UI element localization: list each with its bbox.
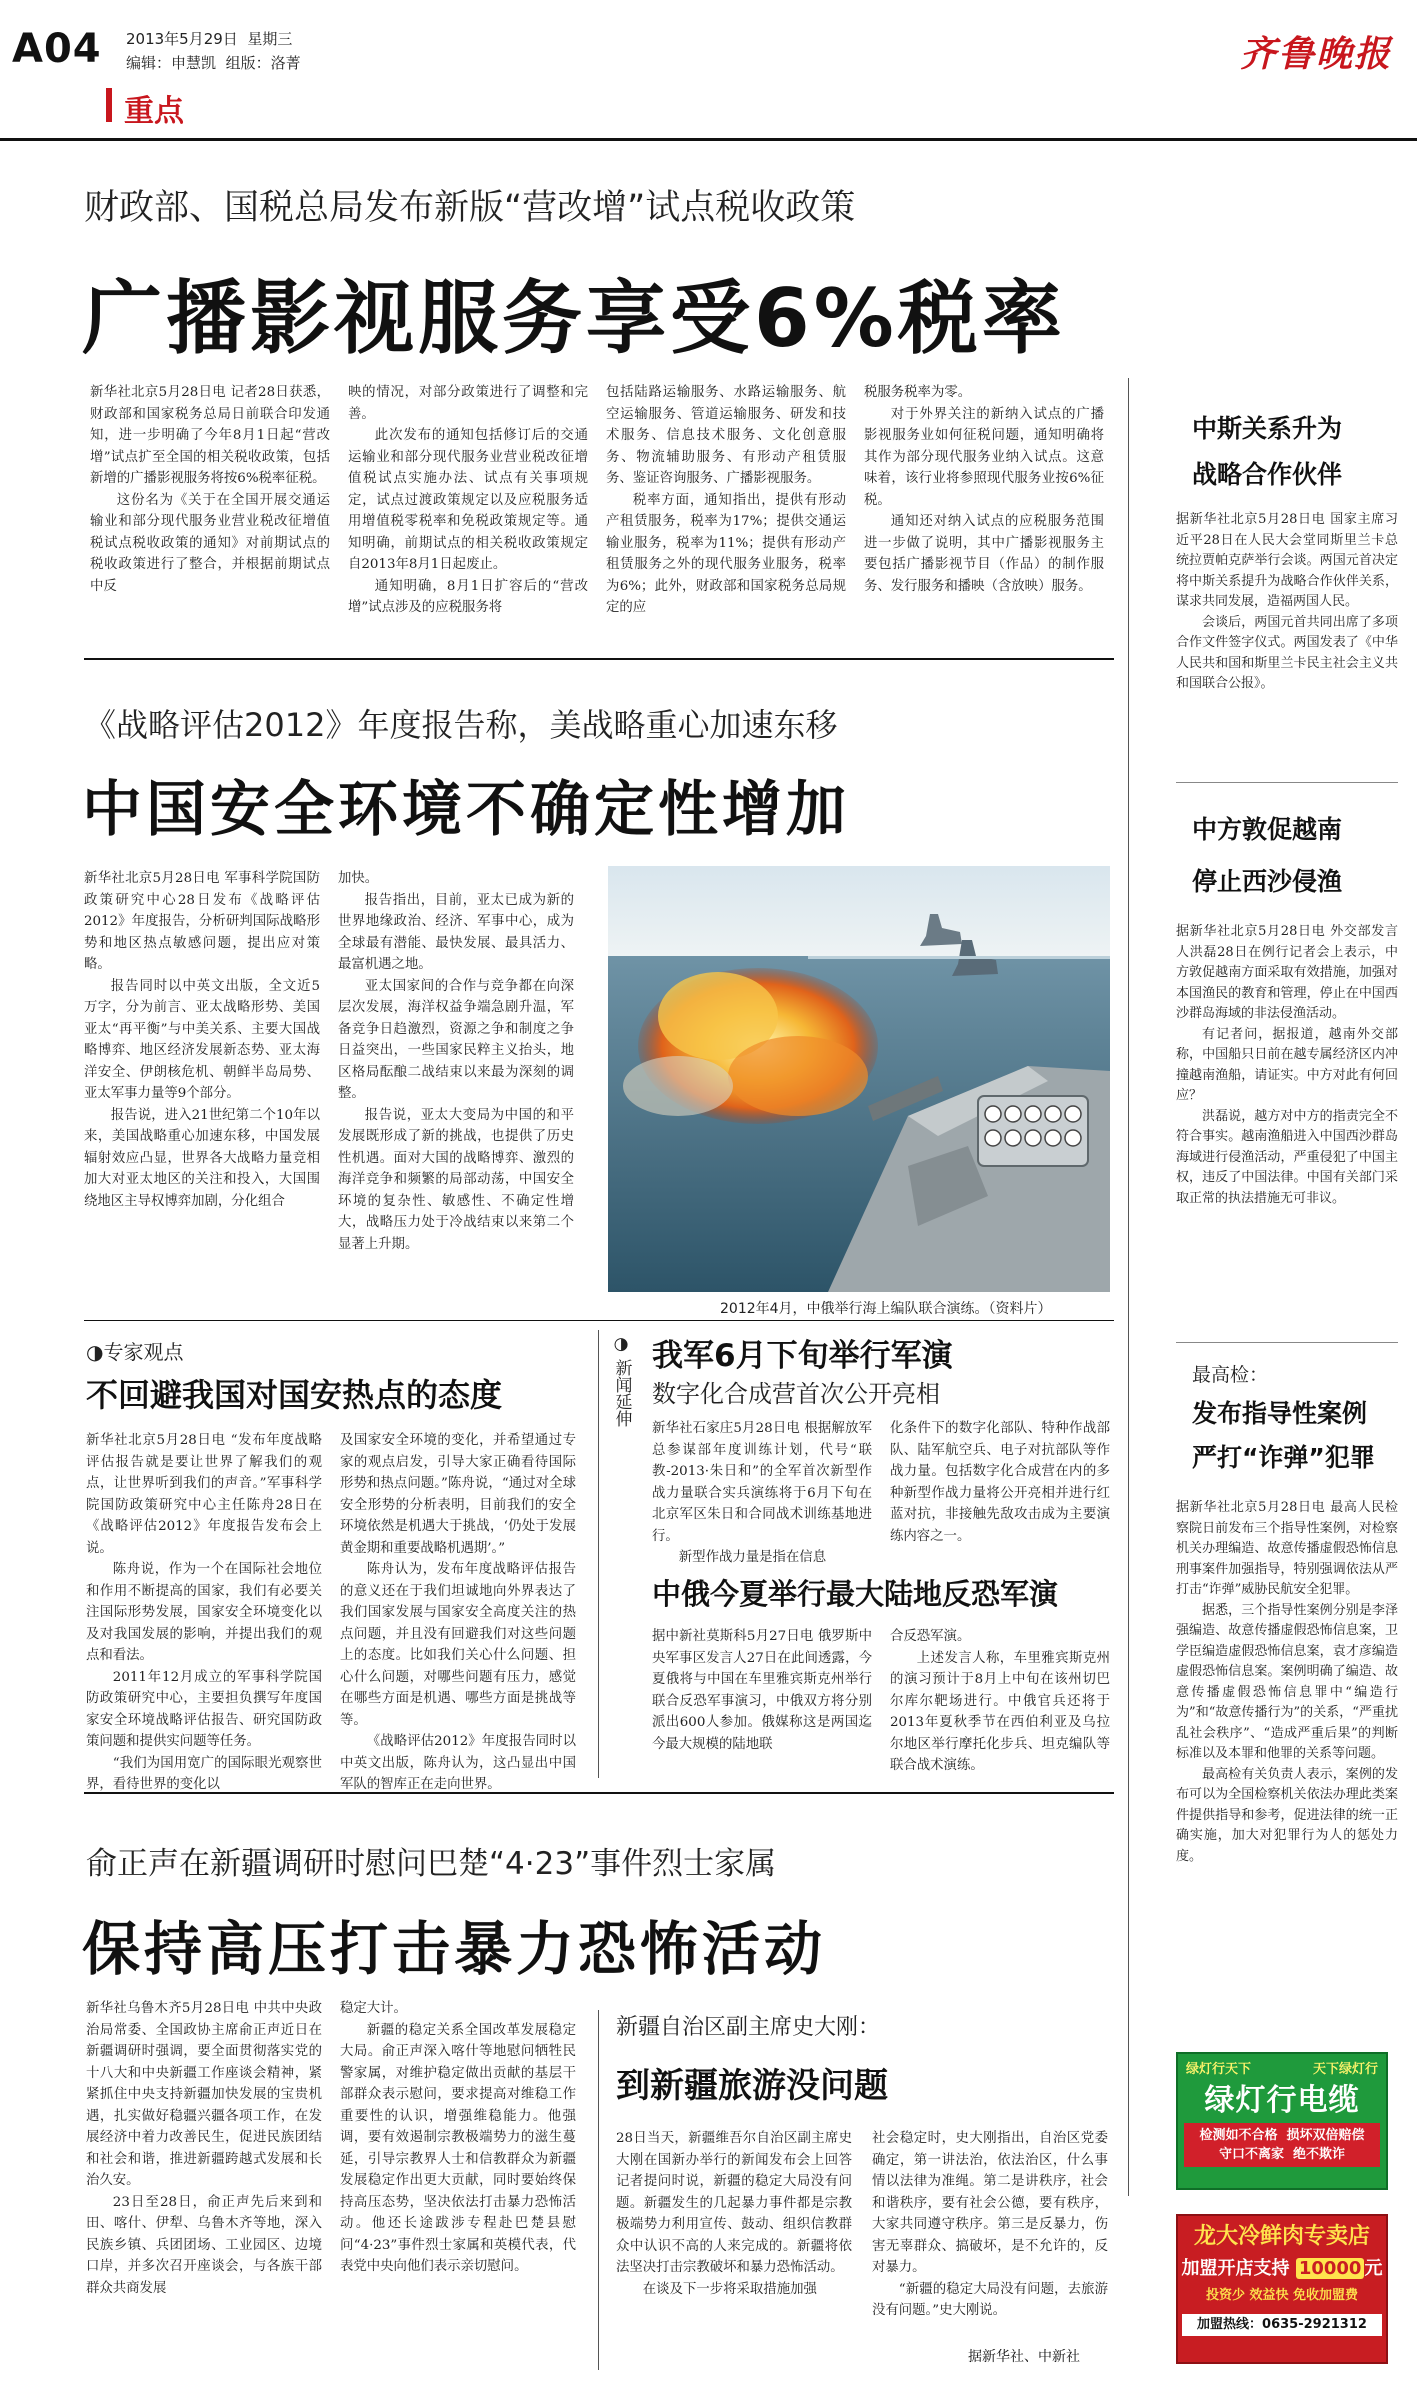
article4-headline: 我军6月下旬举行军演 [652, 1338, 953, 1374]
paragraph: 28日当天，新疆维吾尔自治区副主席史大刚在国新办举行的新闻发布会上回答记者提问时说，新疆的稳定大局没有问题。新疆发生的几起暴力事件都是宗教极端势力利用宣传、鼓动、组织信教群众中认识不高的人来完成的。新疆将依法坚决打击宗教破坏和暴力恐怖活动。 [616, 2131, 852, 2275]
ad-text: 守口不离家 [1218, 2147, 1284, 2162]
article5-col1 [652, 1626, 872, 1776]
ad-text: 检测如不合格 [1199, 2128, 1278, 2143]
ad-phone: 0635-2921312 [1262, 2317, 1367, 2332]
date-text: 2013年5月29日 [126, 30, 238, 48]
article2-col2 [338, 868, 574, 1308]
paragraph: “我们为国用宽广的国际眼光观察世界，看待世界的变化以 [86, 1755, 322, 1792]
article3-col1 [86, 1430, 322, 1792]
paragraph: 新华社北京5月28日电 记者28日获悉，财政部和国家税务总局日前联合印发通知，进一步明确了今年8月1日起“营改增”试点扩至全国的相关税收政策，包括新增的广播影视服务将按6%税率征税。 [90, 385, 330, 486]
ad-text: 绝不欺诈 [1293, 2147, 1346, 2162]
expert-tag [86, 1336, 183, 1365]
paragraph: 对于外界关注的新纳入试点的广播影视服务业如何征税问题，通知明确将其作为部分现代服务业纳入试点。这意味着，该行业将参照现代服务业按6%征税。 [864, 406, 1104, 508]
paragraph: 最高检有关负责人表示，案例的发布可以为全国检察机关依法办理此类案件提供指导和参考，促进法律的统一正确实施，加大对犯罪行为人的惩处力度。 [1176, 1766, 1398, 1864]
news-extension-label [610, 1334, 632, 1427]
paragraph: 合反恐军演。 [890, 1629, 971, 1644]
paragraph: 加快。 [338, 871, 379, 886]
paragraph: 新华社北京5月28日电 “发布年度战略评估报告就是要让世界了解我们的观点，让世界听到我们的声音。”军事科学院国防政策研究中心主任陈舟28日在《战略评估2012》年度报告发布会上说。 [86, 1433, 322, 1556]
article6-kicker: 俞正声在新疆调研时慰问巴楚“4·23”事件烈士家属 [86, 1846, 777, 1882]
ad-text: 加盟开店支持 [1181, 2258, 1290, 2279]
ad-hotline [1182, 2314, 1382, 2336]
right1-body [1176, 510, 1398, 770]
right2-headline [1192, 804, 1342, 908]
tag-text: 专家观点 [103, 1340, 184, 1364]
paragraph: 报告说，进入21世纪第二个10年以来，美国战略重心加速东移，中国发展辐射效应凸显，世界各大战略力量竞相加大对亚太地区的关注和投入，大国围绕地区主导权博弈加剧，分化组合 [84, 1107, 320, 1209]
headline-line: 中斯关系升为 [1192, 414, 1343, 443]
sidebar-divider [1176, 782, 1398, 783]
article1-col1 [90, 382, 330, 640]
page-code: A04 [12, 26, 102, 72]
paragraph: 及国家安全环境的变化，并希望通过专家的观点启发，引导大家正确看待国际形势和热点问题。”陈舟说，“通过对全球安全形势的分析表明，目前我们的安全环境依然是机遇大于挑战，‘仍处于发展黄金期和重要战略机遇期’。” [340, 1433, 576, 1556]
half-circle-icon: ◑ [86, 1340, 104, 1364]
paragraph: 在谈及下一步将采取措施加强 [642, 2281, 817, 2297]
column-divider [598, 2010, 599, 2370]
article6-col2 [340, 1998, 576, 2368]
paragraph: 据新华社北京5月28日电 国家主席习近平28日在人民大会堂同斯里兰卡总统拉贾帕克萨举行会谈。两国元首决定将中斯关系提升为战略合作伙伴关系，谋求共同发展，造福两国人民。 [1176, 512, 1398, 609]
paragraph: 23日至28日，俞正声先后来到和田、喀什、伊犁、乌鲁木齐等地，深入民族乡镇、兵团团场、工业园区、边境口岸，并多次召开座谈会，与各族干部群众共商发展 [86, 2194, 322, 2296]
paragraph: 映的情况，对部分政策进行了调整和完善。 [348, 385, 588, 422]
column-divider [598, 1330, 599, 1778]
paragraph: 这份名为《关于在全国开展交通运输业和部分现代服务业营业税改征增值税试点税收政策的通知》对前期试点的税收政策进行了整合，并根据前期试点中反 [90, 492, 330, 594]
right3-kicker: 最高检： [1192, 1364, 1269, 1386]
paragraph: 陈舟说，作为一个在国际社会地位和作用不断提高的国家，我们有必要关注国际形势发展，国家安全环境变化以及对我国发展的影响，并提出我们的观点和看法。 [86, 1562, 322, 1663]
section-divider [84, 658, 1114, 660]
paragraph: 此次发布的通知包括修订后的交通运输业和部分现代服务业营业税改征增值税试点实施办法、试点有关事项规定，试点过渡政策规定以及应税服务适用增值税零税率和免税政策规定等。通知明确，前期试点的相关税收政策规定自2013年8月1日起废止。 [348, 428, 588, 572]
paragraph: 通知还对纳入试点的应税服务范围进一步做了说明，其中广播影视服务主要包括广播影视节目（作品）的制作服务、发行服务和播映（含放映）服务。 [864, 514, 1104, 594]
ad-text: 绿灯行天下 [1186, 2062, 1252, 2077]
paragraph: 稳定大计。 [340, 2001, 407, 2016]
headline-line: 发布指导性案例 [1192, 1399, 1368, 1428]
paragraph: 会谈后，两国元首共同出席了多项合作文件签字仪式。两国发表了《中华人民共和国和斯里兰卡民主社会主义共和国联合公报》。 [1176, 614, 1398, 691]
article1-col3 [606, 382, 846, 640]
article4-subhead: 数字化合成营首次公开亮相 [652, 1380, 940, 1408]
cable-ad[interactable] [1176, 2052, 1388, 2190]
headline-line: 停止西沙侵渔 [1192, 867, 1343, 896]
paragraph: 洪磊说，越方对中方的指责完全不符合事实。越南渔船进入中国西沙群岛海域进行侵渔活动，严重侵犯了中国主权，违反了中国法律。中国有关部门采取正常的执法措施无可非议。 [1176, 1108, 1398, 1206]
weekday-text: 星期三 [247, 30, 293, 48]
paragraph: 据新华社北京5月28日电 最高人民检察院日前发布三个指导性案例，对检察机关办理编造、故意传播虚假恐怖信息刑事案件加强指导，特别强调依法从严打击“诈弹”威胁民航安全犯罪。 [1176, 1500, 1398, 1597]
right3-body [1176, 1498, 1398, 2036]
article7-kicker: 新疆自治区副主席史大刚： [616, 2015, 881, 2040]
article6-col1 [86, 1998, 322, 2368]
paragraph: 包括陆路运输服务、水路运输服务、航空运输服务、管道运输服务、研发和技术服务、信息技术服务、文化创意服务、物流辅助服务、有形动产租赁服务、鉴证咨询服务、广播影视服务。 [606, 385, 846, 486]
headline-line: 中方敦促越南 [1192, 815, 1343, 844]
headline-line: 严打“诈弹”犯罪 [1192, 1443, 1375, 1472]
ad-text: 天下绿灯行 [1312, 2062, 1378, 2077]
right3-headline [1192, 1392, 1375, 1480]
article4-col1 [652, 1418, 872, 1565]
paragraph: 报告同时以中英文出版，全文近5万字，分为前言、亚太战略形势、美国亚太“再平衡”与中美关系、主要大国战略博弈、地区经济发展新态势、亚太海洋安全、伊朗核危机、朝鲜半岛局势、亚太军事力量等9个部分。 [84, 978, 320, 1101]
naval-drill-photo [608, 866, 1110, 1292]
article7-headline: 到新疆旅游没问题 [616, 2066, 888, 2106]
paragraph: 通知明确，8月1日扩容后的“营改增”试点涉及的应税服务将 [348, 578, 588, 615]
paragraph: 社会稳定时，史大刚指出，自治区党委确定，第一讲法治，依法治区，什么事情以法律为准绳。第二是讲秩序，社会和谐秩序，要有社会公德，要有秩序，大家共同遵守秩序。第三是反暴力，伤害无辜群众、搞破坏，是不允许的，反对暴力。 [872, 2131, 1108, 2275]
paragraph: 新华社石家庄5月28日电 根据解放军总参谋部年度训练计划，代号“联教-2013·朱日和”的全军首次新型作战力量联合实兵演练将于6月下旬在北京军区朱日和合同战术训练基地进行。 [652, 1421, 872, 1544]
ad-amount: 10000 [1296, 2258, 1365, 2279]
section-bar [106, 88, 112, 122]
paragraph: 据悉，三个指导性案例分别是李泽强编造、故意传播虚假恐怖信息案，卫学臣编造虚假恐怖信息案，袁才彦编造虚假恐怖信息案。案例明确了编造、故意传播虚假恐怖信息罪中“编造行为”和“故意传播行为”的关系，“严重扰乱社会秩序”、“造成严重后果”的判断标准以及本罪和他罪的关系等问题。 [1176, 1602, 1398, 1761]
paragraph: 税率方面，通知指出，提供有形动产租赁服务，税率为17%；提供交通运输业服务，税率为11%；提供有形动产租赁服务之外的现代服务业服务，税率为6%；此外，财政部和国家税务总局规定的应 [606, 492, 846, 615]
article7-byline: 据新华社、中新社 [968, 2349, 1080, 2365]
paragraph: 亚太国家间的合作与竞争都在向深层次发展，海洋权益争端急剧升温，军备竞争日趋激烈，资源之争和制度之争日益突出，一些国家民粹主义抬头，地区格局酝酿二战结束以来最为深刻的调整。 [338, 978, 574, 1101]
right2-body [1176, 922, 1398, 1330]
ad-text: 元 [1364, 2258, 1383, 2279]
paragraph: 有记者问，据报道，越南外交部称，中国船只日前在越专属经济区内冲撞越南渔船，请证实。中方对此有何回应？ [1176, 1026, 1398, 1103]
paper-logo: 齐鲁晚报 [1240, 33, 1393, 75]
photo-caption: 2012年4月，中俄举行海上编队联合演练。（资料片） [720, 1301, 1052, 1317]
cable-ad-topline [1178, 2054, 1386, 2081]
photo-illustration [608, 866, 1110, 1292]
pork-ad[interactable] [1176, 2214, 1388, 2364]
paragraph: 新华社北京5月28日电 军事科学院国防政策研究中心28日发布《战略评估2012》年度报告，分析研判国际战略形势和地区热点敏感问题，提出应对策略。 [84, 871, 320, 972]
ad-text: 损坏双倍赔偿 [1286, 2128, 1365, 2143]
paragraph: 新疆的稳定关系全国改革发展稳定大局。俞正声深入喀什等地慰问牺牲民警家属，对维护稳定做出贡献的基层干部群众表示慰问，要求提高对维稳工作重要性的认识，增强维稳能力。他强调，要有效遏制宗教极端势力的滋生蔓延，引导宗教界人士和信教群众为新疆发展稳定作出更大贡献，同时要始终保持高压态势，坚决依法打击暴力恐怖活动。他还长途跋涉专程赴巴楚县慰问“4·23”事件烈士家属和英模代表，代表党中央向他们表示亲切慰问。 [340, 2022, 576, 2274]
section-divider [84, 1320, 1114, 1321]
ad-brand-name: 绿灯行电缆 [1204, 2083, 1360, 2118]
paragraph: 报告指出，目前，亚太已成为新的世界地缘政治、经济、军事中心，成为全球最有潜能、最快发展、最具活力、最富机遇之地。 [338, 892, 574, 972]
paragraph: 2011年12月成立的军事科学院国防政策研究中心，主要担负撰写年度国家安全环境战略评估报告、研究国防政策问题和提供实问题等任务。 [86, 1669, 322, 1749]
paragraph: 化条件下的数字化部队、特种作战部队、陆军航空兵、电子对抗部队等作战力量。包括数字化合成营在内的多种新型作战力量将公开亮相并进行红蓝对抗，非接触先敌攻击成为主要演练内容之一。 [890, 1421, 1110, 1544]
article5-col2 [890, 1626, 1110, 1776]
article3-col2 [340, 1430, 576, 1792]
paragraph: “新疆的稳定大局没有问题，去旅游没有问题。”史大刚说。 [872, 2281, 1108, 2318]
paragraph: 《战略评估2012》年度报告同时以中英文出版，陈舟认为，这凸显出中国军队的智库正在走向世界。 [340, 1734, 576, 1792]
paragraph: 据新华社北京5月28日电 外交部发言人洪磊28日在例行记者会上表示，中方敦促越南方面采取有效措施，加强对本国渔民的教育和管理，停止在中国西沙群岛海域的非法侵渔活动。 [1176, 924, 1398, 1021]
article2-col1 [84, 868, 320, 1308]
right1-headline [1192, 406, 1342, 498]
layout-text: 组版：洛菁 [225, 54, 301, 72]
paragraph: 新华社乌鲁木齐5月28日电 中共中央政治局常委、全国政协主席俞正声近日在新疆调研时强调，要全面贯彻落实党的十八大和中央新疆工作座谈会精神，紧紧抓住中央支持新疆加快发展的宝贵机遇，扎实做好稳疆兴疆各项工作，在发展经济中着力改善民生，促进民族团结和社会和谐，推进新疆跨越式发展和长治久安。 [86, 2001, 322, 2188]
paragraph: 上述发言人称，车里雅宾斯克州的演习预计于8月上中旬在该州切巴尔库尔靶场进行。中俄官兵还将于2013年夏秋季节在西伯利亚及乌拉尔地区举行摩托化步兵、坦克编队等联合战术演练。 [890, 1650, 1110, 1773]
article2-kicker: 《战略评估2012》年度报告称，美战略重心加速东移 [84, 706, 838, 744]
paragraph: 税服务税率为零。 [864, 385, 972, 400]
ad-offer [1178, 2254, 1386, 2284]
ad-text: 加盟热线： [1197, 2317, 1263, 2332]
article6-headline: 保持高压打击暴力恐怖活动 [82, 1915, 827, 1983]
article4-col2 [890, 1418, 1110, 1548]
half-circle-icon: ◑ [613, 1334, 629, 1354]
column-divider [1128, 378, 1129, 2196]
cable-ad-slogans [1184, 2123, 1380, 2167]
ad-text: 投资少 效益快 免收加盟费 [1205, 2288, 1359, 2303]
article1-col2 [348, 382, 588, 640]
article2-headline: 中国安全环境不确定性增加 [82, 775, 850, 845]
paragraph: 据中新社莫斯科5月27日电 俄罗斯中央军事区发言人27日在此间透露，今夏俄将与中国在车里雅宾斯克州举行联合反恐军事演习，中俄双方将分别派出600人参加。俄媒称这是两国迄今最大规模的陆地联 [652, 1629, 872, 1752]
paragraph: 陈舟认为，发布年度战略评估报告的意义还在于我们坦诚地向外界表达了我们国家发展与国家安全高度关注的热点问题，并且没有回避我们对这些问题上的态度。比如我们关心什么问题、担心什么问题，对哪些问题有压力，感觉在哪些方面是机遇、哪些方面是挑战等等。 [340, 1562, 576, 1728]
issue-date [126, 28, 292, 49]
editor-text: 编辑：申慧凯 [126, 54, 217, 72]
article7-col1 [616, 2128, 852, 2366]
article1-col4 [864, 382, 1104, 640]
article7-col2 [872, 2128, 1108, 2342]
paragraph: 新型作战力量是指在信息 [678, 1550, 827, 1565]
editor-credits [126, 52, 301, 73]
ad-title: 龙大冷鲜肉专卖店 [1193, 2224, 1370, 2249]
section-title: 重点 [124, 94, 184, 129]
masthead-rule [0, 138, 1417, 141]
headline-line: 战略合作伙伴 [1192, 460, 1343, 489]
section-divider [84, 1792, 1114, 1794]
article1-headline: 广播影视服务享受6%税率 [82, 272, 1066, 365]
article1-kicker: 财政部、国税总局发布新版“营改增”试点税收政策 [84, 188, 856, 228]
article3-headline: 不回避我国对国安热点的态度 [86, 1376, 503, 1414]
sidebar-divider [1176, 1342, 1398, 1343]
news-extension-text: 新闻延伸 [611, 1359, 632, 1427]
paragraph: 报告说，亚太大变局为中国的和平发展既形成了新的挑战，也提供了历史性机遇。面对大国的战略博弈、激烈的海洋竞争和频繁的局部动荡，中国安全环境的复杂性、敏感性、不确定性增大，战略压力处于冷战结束以来第二个显著上升期。 [338, 1107, 574, 1252]
article5-headline: 中俄今夏举行最大陆地反恐军演 [652, 1577, 1059, 1611]
